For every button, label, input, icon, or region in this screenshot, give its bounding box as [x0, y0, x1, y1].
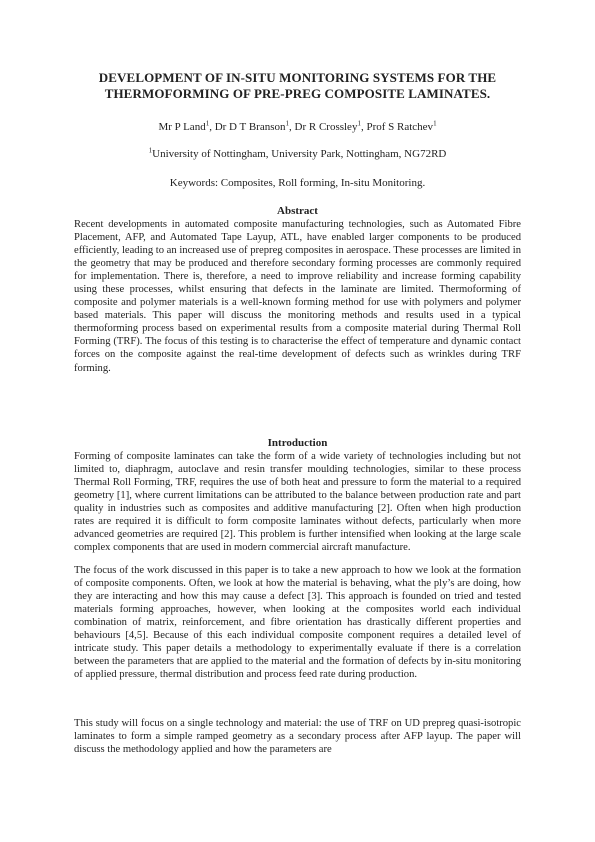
- introduction-heading: Introduction: [267, 437, 328, 449]
- title-line-2: THERMOFORMING OF PRE-PREG COMPOSITE LAMINATES.: [104, 86, 491, 101]
- author: Mr P Land$^1$: [158, 119, 210, 133]
- introduction-paragraph-1: Forming of composite laminates can take the form of a wide variety of technologies including but not limited to, diaphragm, autoclave and resin transfer moulding technologies, similar to these process Thermal Roll Forming, TRF, requires the use of both heat and pressure to form the material to a required geometry [1], where current limitations can be attributed to the balance between production rate and part quality in industries such as composites and additive manufacturing [2]. Often when high production rates are required it is difficult to form composite laminates without defects, particularly when more advanced geometries are required [2]. This problem is further intensified when looking at the large scale complex components that are used in modern commercial aircraft manufacture.: [74, 451, 521, 554]
- abstract-heading: Abstract: [277, 205, 318, 217]
- author: Dr R Crossley$^1$: [294, 119, 361, 133]
- introduction-paragraph-2: The focus of the work discussed in this paper is to take a new approach to how we look at the formation of composite components. Often, we look at how the material is behaving, what the ply’s are doing, how they are interacting and how this may cause a defect [3]. This approach is founded on tried and tested materials forming approaches, however, when looking at the composites world each individual combination of matrix, reinforcement, and fibre orientation has drastically different properties and behaviours [4,5]. Because of this each individual composite component requires a detailed level of intricate study. This paper details a methodology to experimentally evaluate if there is a correlation between the parameters that are applied to the material and the formation of defects by in-situ monitoring of applied pressure, thermal distribution and process feed rate during production.: [74, 565, 521, 681]
- title-line-1: DEVELOPMENT OF IN-SITU MONITORING SYSTEMS FOR THE: [98, 70, 497, 85]
- author: Prof S Ratchev$^1$: [366, 119, 437, 133]
- author: Dr D T Branson$^1$: [214, 119, 289, 133]
- affiliation: $^1$University of Nottingham, University Park, Nottingham, NG72RD: [148, 146, 447, 160]
- keywords: Keywords: Composites, Roll forming, In-situ Monitoring.: [169, 177, 426, 189]
- paper-title: [40, 70, 555, 102]
- author-list: Mr P Land$^1$, Dr D T Branson$^1$, Dr R Crossley$^1$, Prof S Ratchev$^1$: [158, 119, 437, 133]
- abstract-text: Recent developments in automated composite manufacturing technologies, such as Automated Fibre Placement, AFP, and Automated Tape Layup, ATL, have enabled larger components to be produced efficiently, leading to an increased use of prepreg composites in aerospace. These processes are limited in the geometry that may be produced and therefore secondary forming processes are commonly required for implementation. There is, therefore, a need to improve reliability and increase forming capability using these processes, whilst ensuring that defects in the laminate are limited. Thermoforming of composite and polymer materials is a well-known forming method for use with polymers and polymer based materials. This paper will discuss the monitoring methods and results used in a typical thermoforming process based on experimental results from a composite material during Thermal Roll Forming (TRF). The focus of this testing is to characterise the effect of temperature and dynamic contact forces on the composite against the real-time development of defects such as wrinkles during TRF forming.: [74, 219, 521, 374]
- introduction-paragraph-3: This study will focus on a single technology and material: the use of TRF on UD prepreg quasi-isotropic laminates to form a simple ramped geometry as a secondary process after AFP layup. The paper will discuss the methodology applied and how the parameters are: [74, 718, 521, 756]
